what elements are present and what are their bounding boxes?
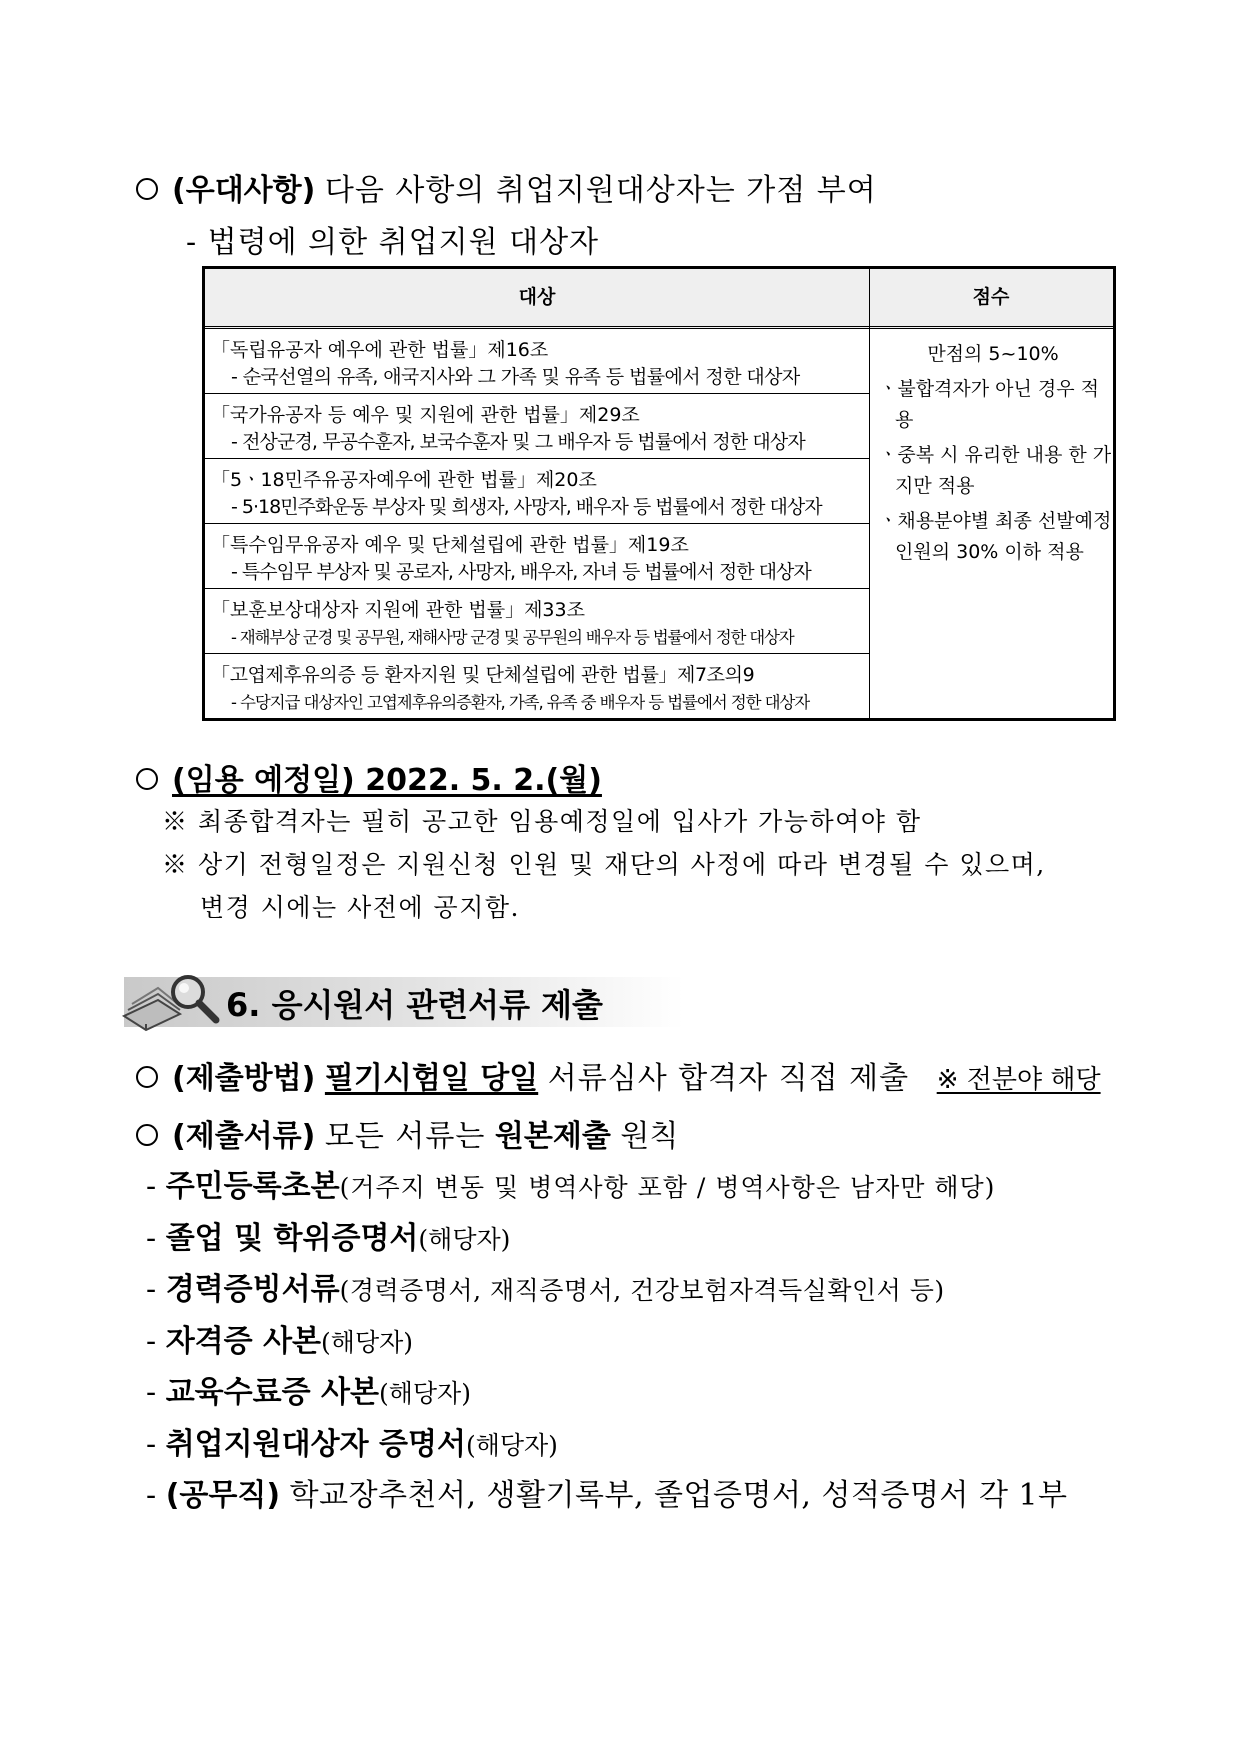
- score-main: 만점의 5~10%: [927, 343, 1059, 365]
- table-header-target: 대상: [518, 286, 556, 308]
- doc-item: - 주민등록초본(거주지 변동 및 병역사항 포함 / 병역사항은 남자만 해당): [146, 1169, 996, 1204]
- appointment-note-3: 변경 시에는 사전에 공지함.: [200, 893, 520, 922]
- table-row: 「국가유공자 등 예우 및 지원에 관한 법률」제29조 - 전상군경, 무공수훈자, 보국수훈자 및 그 배우자 등 법률에서 정한 대상자: [205, 394, 869, 459]
- preference-heading: (우대사항) 다음 사항의 취업지원대상자는 가점 부여: [136, 165, 877, 209]
- doc-item: - 경력증빙서류(경력증명서, 재직증명서, 건강보험자격득실확인서 등): [146, 1272, 945, 1307]
- circle-bullet-icon: [136, 178, 158, 200]
- submission-method: (제출방법) 필기시험일 당일 서류심사 합격자 직접 제출 ※ 전분야 해당: [136, 1053, 1101, 1097]
- circle-bullet-icon: [136, 1124, 158, 1146]
- table-row: 「5ㆍ18민주유공자예우에 관한 법률」제20조 - 5·18민주화운동 부상자 및 희생자, 사망자, 배우자 등 법률에서 정한 대상자: [205, 459, 869, 524]
- appointment-note-1: ※ 최종합격자는 필히 공고한 임용예정일에 입사가 가능하여야 함: [162, 807, 922, 836]
- submission-docs: (제출서류) 모든 서류는 원본제출 원칙: [136, 1111, 678, 1155]
- column-divider: [869, 269, 870, 718]
- appointment-heading: (임용 예정일) 2022. 5. 2.(월): [136, 755, 602, 799]
- score-item: ㆍ채용분야별 최종 선발예정인원의 30% 이하 적용: [879, 510, 1112, 563]
- table-row: 「독립유공자 예우에 관한 법률」제16조 - 순국선열의 유족, 애국지사와 그 가족 및 유족 등 법률에서 정한 대상자: [205, 329, 869, 394]
- preference-table: [202, 266, 1116, 721]
- book-magnifier-icon: [118, 970, 228, 1032]
- doc-item: - 자격증 사본(해당자): [146, 1324, 414, 1359]
- table-header: [205, 269, 1113, 329]
- circle-bullet-icon: [136, 768, 158, 790]
- method-note: ※ 전분야 해당: [936, 1065, 1101, 1095]
- preference-sub: - 법령에 의한 취업지원 대상자: [186, 225, 600, 260]
- doc-item: - 취업지원대상자 증명서(해당자): [146, 1427, 558, 1462]
- doc-item: - (공무직) 학교장추천서, 생활기록부, 졸업증명서, 성적증명서 각 1부: [146, 1478, 1068, 1513]
- appointment-note-2: ※ 상기 전형일정은 지원신청 인원 및 재단의 사정에 따라 변경될 수 있으며,: [162, 850, 1046, 879]
- score-cell: [873, 339, 1113, 572]
- section-title: 6. 응시원서 관련서류 제출: [226, 986, 603, 1024]
- doc-item: - 졸업 및 학위증명서(해당자): [146, 1221, 511, 1256]
- table-row: 「보훈보상대상자 지원에 관한 법률」제33조 - 재해부상 군경 및 공무원, 재해사망 군경 및 공무원의 배우자 등 법률에서 정한 대상자: [205, 589, 869, 654]
- table-row: 「특수임무유공자 예우 및 단체설립에 관한 법률」제19조 - 특수임무 부상자 및 공로자, 사망자, 배우자, 자녀 등 법률에서 정한 대상자: [205, 524, 869, 589]
- score-item: ㆍ중복 시 유리한 내용 한 가지만 적용: [879, 444, 1112, 497]
- doc-item: - 교육수료증 사본(해당자): [146, 1375, 471, 1410]
- circle-bullet-icon: [136, 1066, 158, 1088]
- score-item: ㆍ불합격자가 아닌 경우 적용: [879, 378, 1100, 431]
- table-row: 「고엽제후유의증 등 환자지원 및 단체설립에 관한 법률」제7조의9 - 수당지급 대상자인 고엽제후유의증환자, 가족, 유족 중 배우자 등 법률에서 정한 대상자: [211, 664, 810, 712]
- table-header-score: 점수: [972, 286, 1010, 308]
